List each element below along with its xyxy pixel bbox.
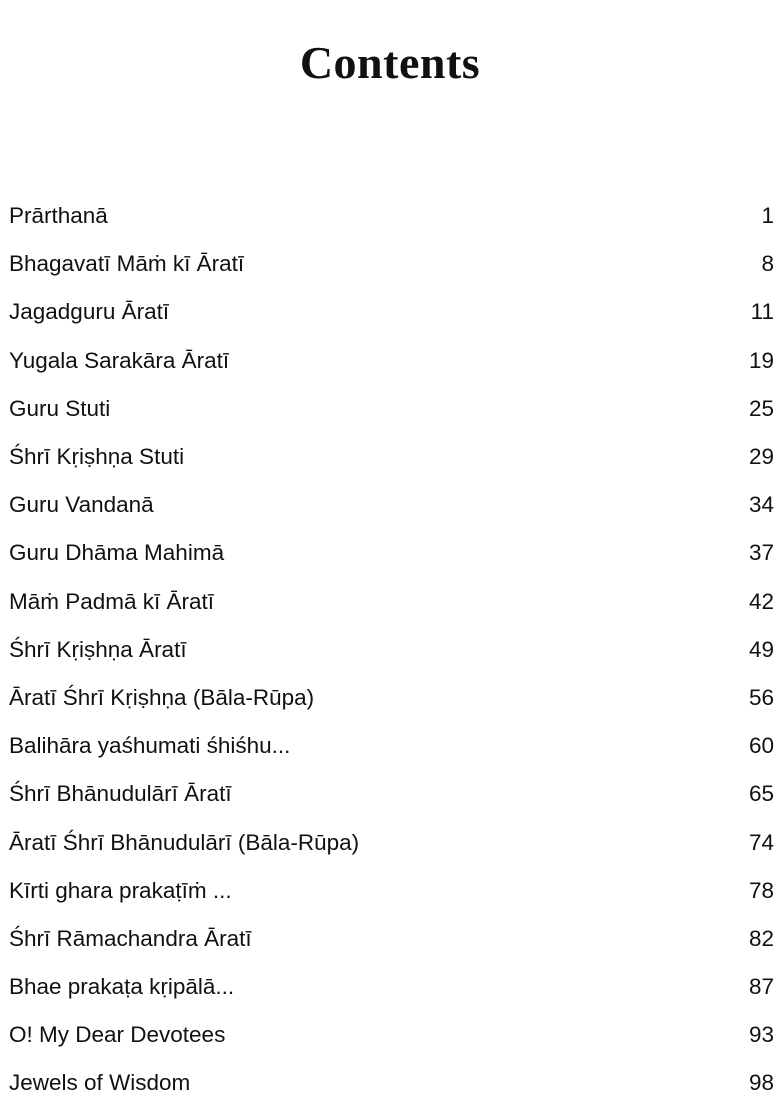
toc-entry-page: 19 [748,347,774,373]
toc-entry-title: O! My Dear Devotees [9,1022,226,1048]
toc-entry-page: 78 [748,877,774,903]
toc-entry-page: 1 [761,203,774,229]
toc-entry[interactable] [0,818,780,866]
toc-entry[interactable] [0,963,780,1011]
toc-entry-page: 56 [748,684,774,710]
toc-entry[interactable] [0,867,780,915]
toc-entry-title: Guru Vandanā [9,492,154,518]
toc-entry-title: Śhrī Kṛiṣhṇa Stuti [9,444,185,470]
toc-entry[interactable] [0,674,780,722]
toc-entry-title: Śhrī Rāmachandra Āratī [9,925,252,951]
toc-entry-page: 82 [748,925,774,951]
toc-entry-title: Śhrī Kṛiṣhṇa Āratī [9,636,187,662]
toc-entry-page: 49 [748,636,774,662]
toc-entry-page: 65 [748,781,774,807]
toc-entry[interactable] [0,433,780,481]
toc-entry-title: Bhagavatī Māṁ kī Āratī [9,251,245,277]
toc-entry[interactable] [0,529,780,577]
toc-entry-page: 37 [748,540,774,566]
table-of-contents [0,192,780,1108]
toc-entry-page: 42 [748,588,774,614]
toc-entry[interactable] [0,626,780,674]
toc-entry-title: Yugala Sarakāra Āratī [9,347,230,373]
toc-entry-page: 8 [761,251,774,277]
toc-entry[interactable] [0,915,780,963]
toc-entry-page: 29 [748,444,774,470]
toc-entry[interactable] [0,770,780,818]
toc-entry-title: Prārthanā [9,203,108,229]
toc-entry-page: 11 [750,299,774,325]
toc-entry[interactable] [0,481,780,529]
page-title: Contents [299,36,481,88]
toc-entry-title: Kīrti ghara prakaṭīṁ ... [9,877,232,903]
toc-entry[interactable] [0,1011,780,1059]
toc-entry-title: Āratī Śhrī Bhānudulārī (Bāla-Rūpa) [9,829,360,855]
toc-entry-page: 34 [748,492,774,518]
toc-entry-title: Jewels of Wisdom [9,1070,191,1096]
toc-entry[interactable] [0,288,780,336]
toc-entry[interactable] [0,1059,780,1107]
toc-entry-title: Śhrī Bhānudulārī Āratī [9,781,232,807]
toc-entry-page: 74 [748,829,774,855]
toc-entry-title: Guru Stuti [9,395,111,421]
toc-entry-title: Guru Dhāma Mahimā [9,540,225,566]
toc-entry[interactable] [0,722,780,770]
toc-entry-page: 60 [748,733,774,759]
toc-entry-title: Balihāra yaśhumati śhiśhu... [9,733,291,759]
toc-entry-page: 93 [748,1022,774,1048]
toc-entry-page: 98 [748,1070,774,1096]
toc-entry-page: 25 [748,395,774,421]
toc-entry-title: Āratī Śhrī Kṛiṣhṇa (Bāla-Rūpa) [9,684,315,710]
toc-entry-title: Māṁ Padmā kī Āratī [9,588,215,614]
toc-entry[interactable] [0,337,780,385]
toc-entry-title: Jagadguru Āratī [9,299,170,325]
toc-entry[interactable] [0,192,780,240]
toc-entry[interactable] [0,385,780,433]
toc-entry-title: Bhae prakaṭa kṛipālā... [9,974,235,1000]
toc-entry[interactable] [0,578,780,626]
toc-entry-page: 87 [748,974,774,1000]
toc-entry[interactable] [0,240,780,288]
